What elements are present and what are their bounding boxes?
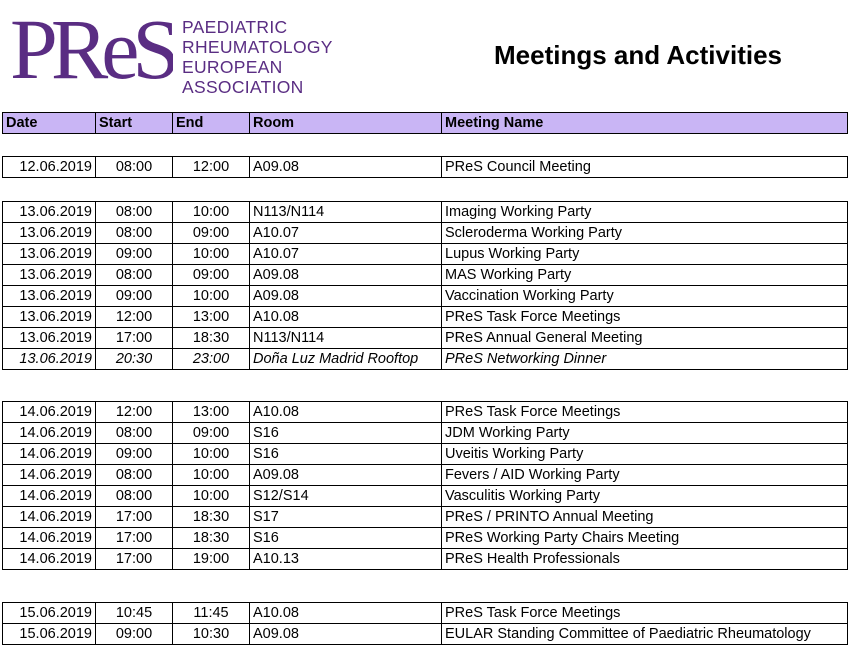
date-cell: 13.06.2019: [3, 265, 96, 286]
table-row: [3, 603, 848, 624]
end-cell: 10:00: [173, 465, 250, 486]
date-cell: 13.06.2019: [3, 307, 96, 328]
room-cell: A09.08: [250, 286, 442, 307]
meeting-name-cell: MAS Working Party: [442, 265, 848, 286]
end-cell: 09:00: [173, 423, 250, 444]
room-cell: S16: [250, 444, 442, 465]
end-cell: 10:00: [173, 486, 250, 507]
schedule-group: [2, 156, 848, 178]
date-cell: 14.06.2019: [3, 444, 96, 465]
room-cell: S16: [250, 423, 442, 444]
date-cell: 14.06.2019: [3, 549, 96, 570]
table-row: [3, 402, 848, 423]
date-cell: 15.06.2019: [3, 624, 96, 645]
date-cell: 13.06.2019: [3, 328, 96, 349]
meeting-name-cell: Vasculitis Working Party: [442, 486, 848, 507]
table-row: [3, 423, 848, 444]
meeting-name-cell: PReS Task Force Meetings: [442, 307, 848, 328]
room-cell: S16: [250, 528, 442, 549]
date-cell: 13.06.2019: [3, 244, 96, 265]
room-cell: A10.07: [250, 244, 442, 265]
end-cell: 18:30: [173, 328, 250, 349]
table-row: [3, 223, 848, 244]
start-cell: 08:00: [96, 486, 173, 507]
start-cell: 12:00: [96, 402, 173, 423]
start-cell: 09:00: [96, 286, 173, 307]
table-row: [3, 549, 848, 570]
start-cell: 08:00: [96, 157, 173, 178]
meeting-name-cell: PReS Health Professionals: [442, 549, 848, 570]
end-cell: 11:45: [173, 603, 250, 624]
date-cell: 14.06.2019: [3, 486, 96, 507]
meeting-name-cell: PReS Council Meeting: [442, 157, 848, 178]
meeting-name-cell: Lupus Working Party: [442, 244, 848, 265]
meeting-name-cell: PReS Task Force Meetings: [442, 402, 848, 423]
end-cell: 10:00: [173, 444, 250, 465]
start-cell: 09:00: [96, 624, 173, 645]
date-cell: 13.06.2019: [3, 202, 96, 223]
room-cell: S17: [250, 507, 442, 528]
schedule-group: [2, 401, 848, 570]
date-cell: 13.06.2019: [3, 349, 96, 370]
room-cell: A09.08: [250, 157, 442, 178]
end-cell: 13:00: [173, 307, 250, 328]
table-row: [3, 624, 848, 645]
schedule-header: [2, 112, 848, 134]
start-cell: 08:00: [96, 423, 173, 444]
end-cell: 18:30: [173, 507, 250, 528]
schedule-group: [2, 201, 848, 370]
room-cell: S12/S14: [250, 486, 442, 507]
room-cell: Doña Luz Madrid Rooftop: [250, 349, 442, 370]
room-cell: N113/N114: [250, 328, 442, 349]
start-cell: 20:30: [96, 349, 173, 370]
table-row: [3, 486, 848, 507]
meeting-name-cell: PReS Annual General Meeting: [442, 328, 848, 349]
date-cell: 13.06.2019: [3, 286, 96, 307]
room-cell: A09.08: [250, 465, 442, 486]
pres-logo: [8, 6, 348, 97]
date-cell: 14.06.2019: [3, 402, 96, 423]
end-cell: 10:00: [173, 244, 250, 265]
date-cell: 13.06.2019: [3, 223, 96, 244]
start-cell: 17:00: [96, 328, 173, 349]
table-row: [3, 349, 848, 370]
table-row: [3, 465, 848, 486]
column-header-room: Room: [250, 113, 442, 134]
schedule-group: [2, 602, 848, 645]
table-row: [3, 157, 848, 178]
room-cell: A10.08: [250, 603, 442, 624]
start-cell: 09:00: [96, 444, 173, 465]
meeting-name-cell: Fevers / AID Working Party: [442, 465, 848, 486]
end-cell: 10:00: [173, 286, 250, 307]
meeting-name-cell: PReS Task Force Meetings: [442, 603, 848, 624]
table-row: [3, 307, 848, 328]
logo-line: EUROPEAN: [182, 57, 283, 77]
date-cell: 14.06.2019: [3, 465, 96, 486]
table-row: [3, 265, 848, 286]
start-cell: 09:00: [96, 244, 173, 265]
meeting-name-cell: Vaccination Working Party: [442, 286, 848, 307]
meeting-name-cell: Scleroderma Working Party: [442, 223, 848, 244]
column-header-meeting-name: Meeting Name: [442, 113, 848, 134]
table-row: [3, 328, 848, 349]
table-row: [3, 286, 848, 307]
date-cell: 14.06.2019: [3, 423, 96, 444]
start-cell: 08:00: [96, 223, 173, 244]
room-cell: A09.08: [250, 624, 442, 645]
end-cell: 13:00: [173, 402, 250, 423]
start-cell: 10:45: [96, 603, 173, 624]
end-cell: 09:00: [173, 265, 250, 286]
room-cell: A10.07: [250, 223, 442, 244]
column-header-date: Date: [3, 113, 96, 134]
start-cell: 17:00: [96, 528, 173, 549]
date-cell: 14.06.2019: [3, 528, 96, 549]
end-cell: 23:00: [173, 349, 250, 370]
start-cell: 08:00: [96, 202, 173, 223]
start-cell: 17:00: [96, 549, 173, 570]
table-row: [3, 244, 848, 265]
meeting-name-cell: Imaging Working Party: [442, 202, 848, 223]
end-cell: 09:00: [173, 223, 250, 244]
meeting-name-cell: PReS Working Party Chairs Meeting: [442, 528, 848, 549]
logo-line: PAEDIATRIC: [182, 17, 288, 37]
table-row: [3, 444, 848, 465]
end-cell: 19:00: [173, 549, 250, 570]
table-row: [3, 528, 848, 549]
meeting-name-cell: PReS Networking Dinner: [442, 349, 848, 370]
logo-line: RHEUMATOLOGY: [182, 37, 333, 57]
logo-line: ASSOCIATION: [182, 77, 304, 97]
pres-logo-mark-text: PReS: [10, 6, 173, 88]
column-header-start: Start: [96, 113, 173, 134]
end-cell: 10:30: [173, 624, 250, 645]
room-cell: A10.08: [250, 307, 442, 328]
room-cell: A10.08: [250, 402, 442, 423]
table-row: [3, 507, 848, 528]
room-cell: A10.13: [250, 549, 442, 570]
pres-logo-mark: [8, 6, 173, 88]
start-cell: 08:00: [96, 265, 173, 286]
pres-logo-wordmark: [182, 17, 333, 97]
meeting-name-cell: Uveitis Working Party: [442, 444, 848, 465]
page-title: Meetings and Activities: [494, 40, 782, 70]
meeting-name-cell: PReS / PRINTO Annual Meeting: [442, 507, 848, 528]
end-cell: 12:00: [173, 157, 250, 178]
date-cell: 12.06.2019: [3, 157, 96, 178]
header-row: [3, 113, 848, 134]
end-cell: 18:30: [173, 528, 250, 549]
meeting-name-cell: EULAR Standing Committee of Paediatric Rheumatology: [442, 624, 848, 645]
table-row: [3, 202, 848, 223]
end-cell: 10:00: [173, 202, 250, 223]
column-header-end: End: [173, 113, 250, 134]
start-cell: 17:00: [96, 507, 173, 528]
start-cell: 08:00: [96, 465, 173, 486]
start-cell: 12:00: [96, 307, 173, 328]
meeting-name-cell: JDM Working Party: [442, 423, 848, 444]
date-cell: 14.06.2019: [3, 507, 96, 528]
room-cell: N113/N114: [250, 202, 442, 223]
date-cell: 15.06.2019: [3, 603, 96, 624]
room-cell: A09.08: [250, 265, 442, 286]
